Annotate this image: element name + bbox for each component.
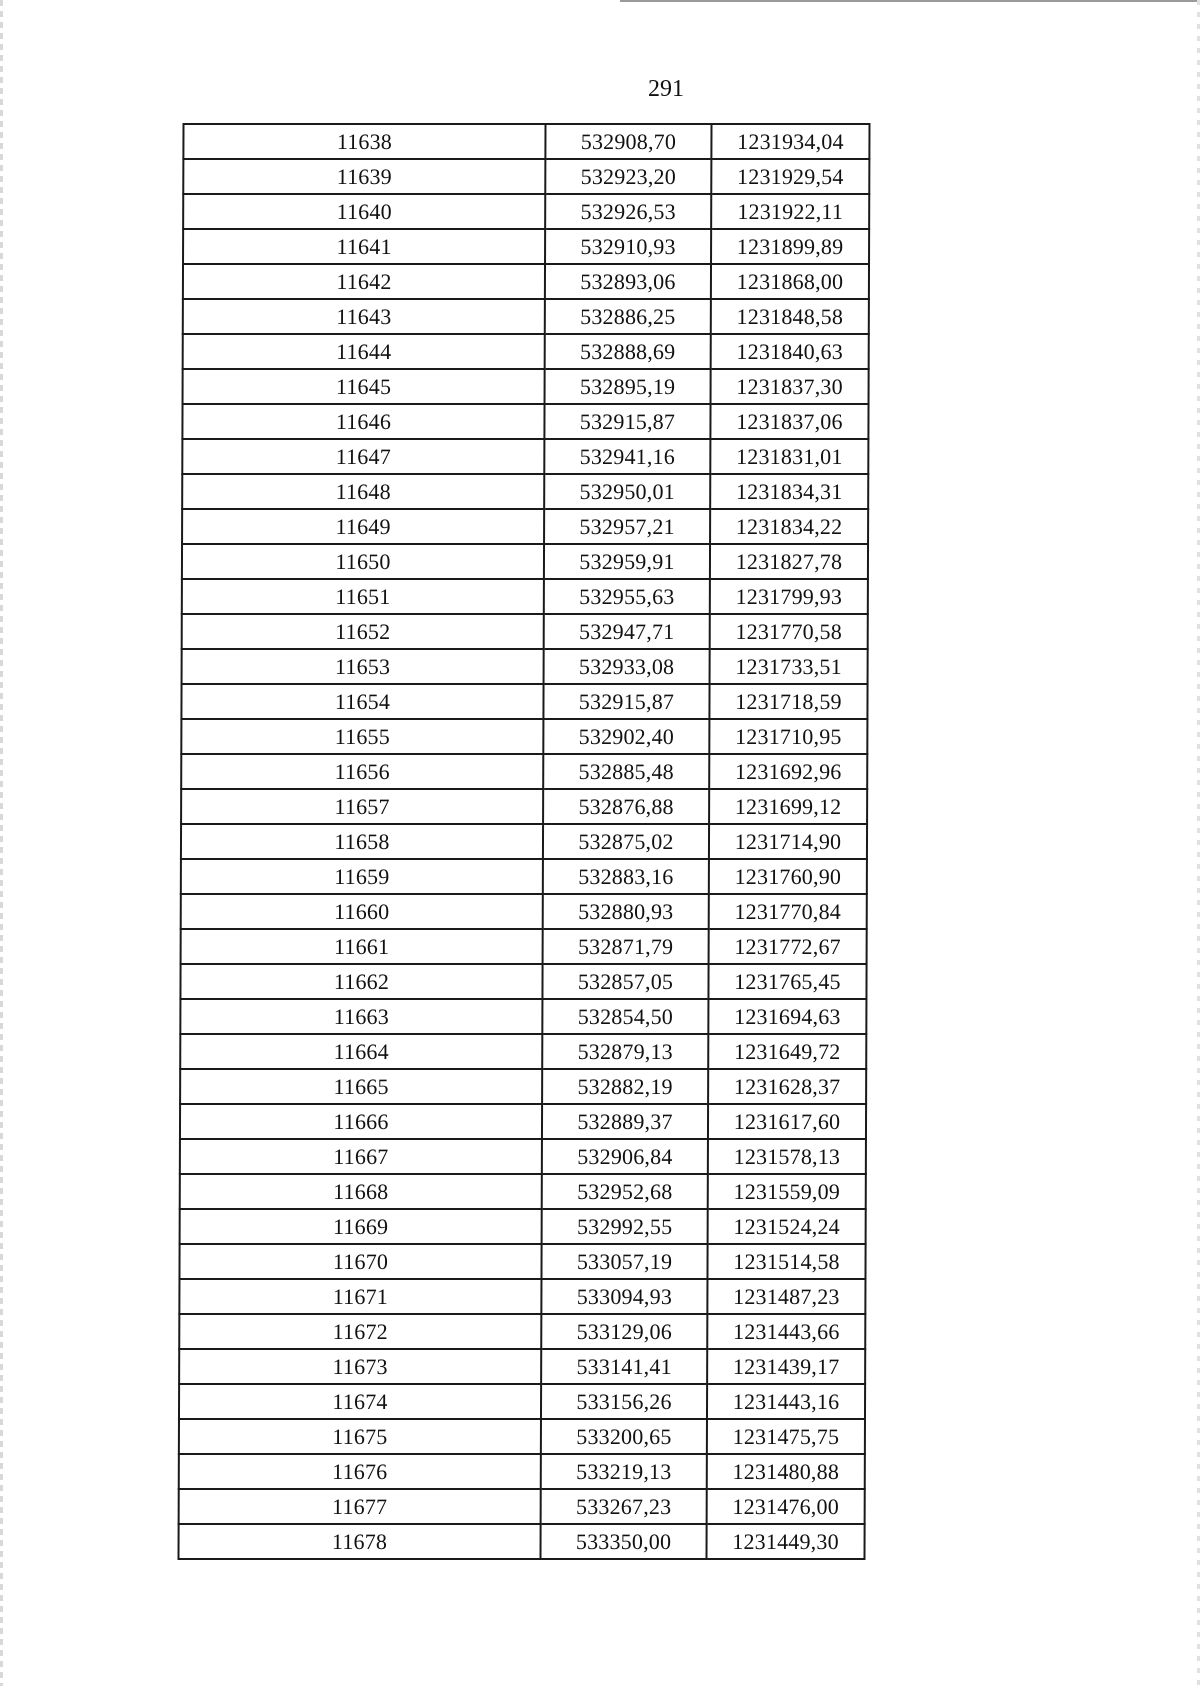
table-row [181, 719, 867, 754]
y-coordinate-cell: 1231922,11 [711, 194, 869, 229]
table-row [181, 824, 867, 859]
point-number-cell: 11651 [182, 579, 544, 614]
x-coordinate-cell: 532871,79 [543, 929, 709, 964]
point-number-cell: 11654 [181, 684, 543, 719]
x-coordinate-cell: 532882,19 [542, 1069, 708, 1104]
table-row [182, 579, 868, 614]
x-coordinate-cell: 532926,53 [545, 194, 711, 229]
y-coordinate-cell: 1231770,58 [710, 614, 868, 649]
table-row [179, 1454, 865, 1489]
y-coordinate-cell: 1231514,58 [707, 1244, 865, 1279]
x-coordinate-cell: 532950,01 [544, 474, 710, 509]
x-coordinate-cell: 533350,00 [540, 1524, 706, 1559]
y-coordinate-cell: 1231934,04 [711, 124, 869, 159]
x-coordinate-cell: 532955,63 [544, 579, 710, 614]
y-coordinate-cell: 1231714,90 [709, 824, 867, 859]
x-coordinate-cell: 532879,13 [542, 1034, 708, 1069]
y-coordinate-cell: 1231834,31 [710, 474, 868, 509]
y-coordinate-cell: 1231760,90 [709, 859, 867, 894]
coordinates-table-container [180, 123, 868, 1560]
table-row [182, 544, 868, 579]
x-coordinate-cell: 532923,20 [545, 159, 711, 194]
x-coordinate-cell: 532915,87 [543, 684, 709, 719]
x-coordinate-cell: 532902,40 [543, 719, 709, 754]
y-coordinate-cell: 1231837,30 [711, 369, 869, 404]
y-coordinate-cell: 1231699,12 [709, 789, 867, 824]
point-number-cell: 11670 [179, 1244, 541, 1279]
point-number-cell: 11666 [180, 1104, 542, 1139]
point-number-cell: 11669 [180, 1209, 542, 1244]
x-coordinate-cell: 532888,69 [545, 334, 711, 369]
x-coordinate-cell: 532885,48 [543, 754, 709, 789]
table-row [181, 859, 867, 894]
table-row [182, 474, 868, 509]
table-row [179, 1314, 865, 1349]
point-number-cell: 11657 [181, 789, 543, 824]
y-coordinate-cell: 1231929,54 [711, 159, 869, 194]
point-number-cell: 11646 [182, 404, 544, 439]
y-coordinate-cell: 1231480,88 [707, 1454, 865, 1489]
x-coordinate-cell: 532933,08 [544, 649, 710, 684]
point-number-cell: 11673 [179, 1349, 541, 1384]
x-coordinate-cell: 532910,93 [545, 229, 711, 264]
point-number-cell: 11656 [181, 754, 543, 789]
x-coordinate-cell: 532886,25 [545, 299, 711, 334]
table-row [182, 404, 868, 439]
x-coordinate-cell: 532957,21 [544, 509, 710, 544]
table-row [181, 789, 867, 824]
x-coordinate-cell: 533057,19 [541, 1244, 707, 1279]
y-coordinate-cell: 1231848,58 [711, 299, 869, 334]
x-coordinate-cell: 532992,55 [542, 1209, 708, 1244]
table-row [180, 1034, 866, 1069]
y-coordinate-cell: 1231578,13 [708, 1139, 866, 1174]
table-row [181, 894, 867, 929]
point-number-cell: 11648 [182, 474, 544, 509]
y-coordinate-cell: 1231559,09 [708, 1174, 866, 1209]
y-coordinate-cell: 1231487,23 [707, 1279, 865, 1314]
coordinates-table [177, 123, 870, 1560]
y-coordinate-cell: 1231840,63 [711, 334, 869, 369]
x-coordinate-cell: 532880,93 [543, 894, 709, 929]
point-number-cell: 11667 [180, 1139, 542, 1174]
table-row [183, 124, 869, 159]
point-number-cell: 11644 [183, 334, 545, 369]
x-coordinate-cell: 533267,23 [541, 1489, 707, 1524]
y-coordinate-cell: 1231617,60 [708, 1104, 866, 1139]
x-coordinate-cell: 532875,02 [543, 824, 709, 859]
scan-top-edge [620, 0, 1200, 2]
table-row [180, 1209, 866, 1244]
x-coordinate-cell: 533129,06 [541, 1314, 707, 1349]
x-coordinate-cell: 533094,93 [541, 1279, 707, 1314]
point-number-cell: 11659 [181, 859, 543, 894]
y-coordinate-cell: 1231765,45 [708, 964, 866, 999]
y-coordinate-cell: 1231799,93 [710, 579, 868, 614]
x-coordinate-cell: 532854,50 [542, 999, 708, 1034]
point-number-cell: 11664 [180, 1034, 542, 1069]
table-row [179, 1279, 865, 1314]
x-coordinate-cell: 533200,65 [541, 1419, 707, 1454]
table-row [183, 194, 869, 229]
point-number-cell: 11668 [180, 1174, 542, 1209]
x-coordinate-cell: 532895,19 [545, 369, 711, 404]
x-coordinate-cell: 532959,91 [544, 544, 710, 579]
y-coordinate-cell: 1231449,30 [706, 1524, 864, 1559]
point-number-cell: 11655 [181, 719, 543, 754]
y-coordinate-cell: 1231476,00 [707, 1489, 865, 1524]
point-number-cell: 11638 [183, 124, 545, 159]
y-coordinate-cell: 1231770,84 [709, 894, 867, 929]
point-number-cell: 11663 [180, 999, 542, 1034]
x-coordinate-cell: 533156,26 [541, 1384, 707, 1419]
point-number-cell: 11674 [179, 1384, 541, 1419]
table-row [182, 509, 868, 544]
point-number-cell: 11658 [181, 824, 543, 859]
y-coordinate-cell: 1231772,67 [709, 929, 867, 964]
table-row [182, 614, 868, 649]
y-coordinate-cell: 1231733,51 [710, 649, 868, 684]
y-coordinate-cell: 1231439,17 [707, 1349, 865, 1384]
point-number-cell: 11652 [182, 614, 544, 649]
point-number-cell: 11675 [179, 1419, 541, 1454]
table-row [181, 684, 867, 719]
table-row [179, 1244, 865, 1279]
table-row [180, 1104, 866, 1139]
point-number-cell: 11671 [179, 1279, 541, 1314]
table-row [179, 1489, 865, 1524]
point-number-cell: 11641 [183, 229, 545, 264]
point-number-cell: 11665 [180, 1069, 542, 1104]
x-coordinate-cell: 532889,37 [542, 1104, 708, 1139]
y-coordinate-cell: 1231443,16 [707, 1384, 865, 1419]
x-coordinate-cell: 532915,87 [544, 404, 710, 439]
point-number-cell: 11649 [182, 509, 544, 544]
table-row [183, 264, 869, 299]
x-coordinate-cell: 532952,68 [542, 1174, 708, 1209]
y-coordinate-cell: 1231524,24 [708, 1209, 866, 1244]
y-coordinate-cell: 1231628,37 [708, 1069, 866, 1104]
table-row [180, 1069, 866, 1104]
table-row [181, 754, 867, 789]
y-coordinate-cell: 1231718,59 [709, 684, 867, 719]
table-row [179, 1384, 865, 1419]
y-coordinate-cell: 1231649,72 [708, 1034, 866, 1069]
point-number-cell: 11676 [179, 1454, 541, 1489]
point-number-cell: 11642 [183, 264, 545, 299]
y-coordinate-cell: 1231899,89 [711, 229, 869, 264]
x-coordinate-cell: 532893,06 [545, 264, 711, 299]
coordinates-table-body [178, 124, 869, 1559]
x-coordinate-cell: 532876,88 [543, 789, 709, 824]
y-coordinate-cell: 1231443,66 [707, 1314, 865, 1349]
page-number: 291 [648, 76, 684, 102]
point-number-cell: 11660 [181, 894, 543, 929]
y-coordinate-cell: 1231827,78 [710, 544, 868, 579]
y-coordinate-cell: 1231710,95 [709, 719, 867, 754]
x-coordinate-cell: 532906,84 [542, 1139, 708, 1174]
x-coordinate-cell: 532947,71 [544, 614, 710, 649]
x-coordinate-cell: 532857,05 [542, 964, 708, 999]
point-number-cell: 11672 [179, 1314, 541, 1349]
y-coordinate-cell: 1231475,75 [707, 1419, 865, 1454]
table-row [183, 334, 869, 369]
table-row [179, 1419, 865, 1454]
y-coordinate-cell: 1231694,63 [708, 999, 866, 1034]
x-coordinate-cell: 533141,41 [541, 1349, 707, 1384]
point-number-cell: 11640 [183, 194, 545, 229]
y-coordinate-cell: 1231831,01 [710, 439, 868, 474]
table-row [182, 439, 868, 474]
table-row [180, 1139, 866, 1174]
table-row [183, 229, 869, 264]
y-coordinate-cell: 1231692,96 [709, 754, 867, 789]
scan-left-edge [0, 0, 3, 1686]
point-number-cell: 11677 [179, 1489, 541, 1524]
y-coordinate-cell: 1231837,06 [710, 404, 868, 439]
x-coordinate-cell: 532883,16 [543, 859, 709, 894]
point-number-cell: 11662 [180, 964, 542, 999]
table-row [180, 999, 866, 1034]
table-row [181, 929, 867, 964]
table-row [182, 649, 868, 684]
x-coordinate-cell: 533219,13 [541, 1454, 707, 1489]
table-row [178, 1524, 864, 1559]
point-number-cell: 11650 [182, 544, 544, 579]
point-number-cell: 11639 [183, 159, 545, 194]
table-row [183, 159, 869, 194]
point-number-cell: 11647 [182, 439, 544, 474]
table-row [183, 369, 869, 404]
point-number-cell: 11653 [182, 649, 544, 684]
y-coordinate-cell: 1231868,00 [711, 264, 869, 299]
point-number-cell: 11645 [183, 369, 545, 404]
table-row [179, 1349, 865, 1384]
x-coordinate-cell: 532941,16 [544, 439, 710, 474]
point-number-cell: 11643 [183, 299, 545, 334]
point-number-cell: 11678 [178, 1524, 540, 1559]
table-row [180, 1174, 866, 1209]
x-coordinate-cell: 532908,70 [545, 124, 711, 159]
table-row [180, 964, 866, 999]
table-row [183, 299, 869, 334]
point-number-cell: 11661 [181, 929, 543, 964]
y-coordinate-cell: 1231834,22 [710, 509, 868, 544]
